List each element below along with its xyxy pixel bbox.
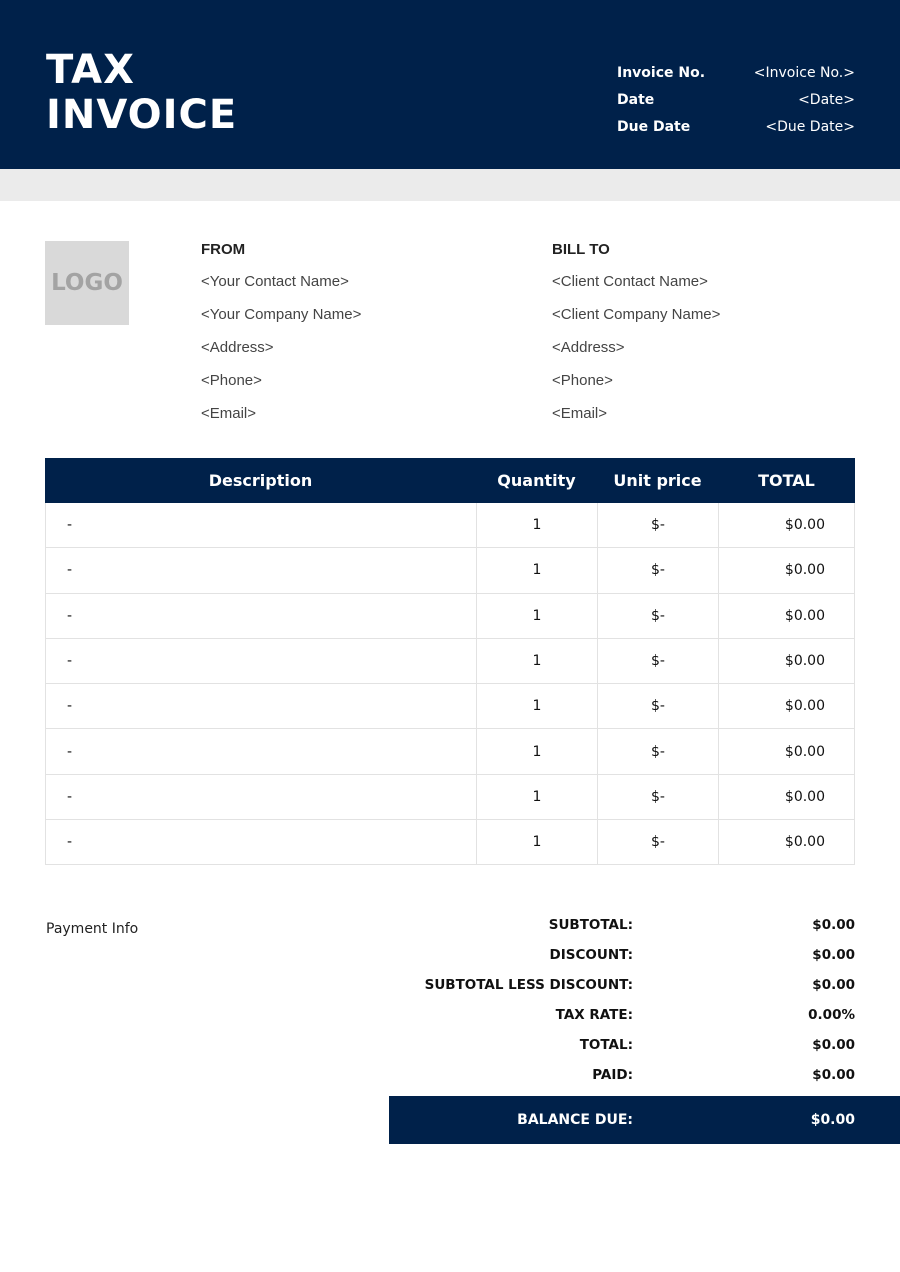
from-email[interactable]: <Email>: [201, 405, 257, 422]
description-cell[interactable]: -: [45, 594, 476, 638]
discount-label: DISCOUNT:: [549, 947, 633, 963]
description-cell[interactable]: -: [45, 775, 476, 819]
quantity-cell[interactable]: 1: [476, 775, 597, 819]
total-cell: $0.00: [718, 729, 855, 773]
tax-rate-label: TAX RATE:: [555, 1007, 633, 1023]
meta-value[interactable]: <Date>: [798, 92, 855, 108]
description-cell[interactable]: -: [45, 820, 476, 864]
subtotal-less-discount-value: $0.00: [812, 977, 855, 993]
bill-to-section: [552, 240, 882, 437]
total-cell: $0.00: [718, 684, 855, 728]
bill-to-address[interactable]: <Address>: [552, 339, 625, 356]
meta-label: Date: [617, 92, 655, 108]
from-contact-name[interactable]: <Your Contact Name>: [201, 273, 349, 290]
description-cell[interactable]: -: [45, 503, 476, 547]
subtotal-less-discount-row: [389, 970, 900, 1000]
table-row: [45, 775, 855, 820]
subtotal-row: [389, 910, 900, 940]
balance-due-value: $0.00: [810, 1112, 855, 1128]
total-cell: $0.00: [718, 503, 855, 547]
total-cell: $0.00: [718, 548, 855, 592]
discount-value[interactable]: $0.00: [812, 947, 855, 963]
meta-row-invoice-no: [617, 61, 855, 88]
quantity-cell[interactable]: 1: [476, 639, 597, 683]
meta-value[interactable]: <Invoice No.>: [753, 65, 855, 81]
unit-price-cell[interactable]: $-: [597, 548, 718, 592]
from-company-name[interactable]: <Your Company Name>: [201, 306, 362, 323]
quantity-cell[interactable]: 1: [476, 729, 597, 773]
quantity-cell[interactable]: 1: [476, 684, 597, 728]
tax-rate-value[interactable]: 0.00%: [808, 1007, 855, 1023]
total-label: TOTAL:: [579, 1037, 633, 1053]
tax-rate-row: [389, 1000, 900, 1030]
title-line-1: TAX: [46, 47, 135, 93]
paid-value[interactable]: $0.00: [812, 1067, 855, 1083]
column-header-quantity: Quantity: [497, 471, 576, 490]
column-header-description: Description: [208, 471, 313, 490]
quantity-cell[interactable]: 1: [476, 548, 597, 592]
column-header-total: TOTAL: [758, 471, 815, 490]
from-heading: FROM: [201, 241, 246, 258]
bill-to-contact-name[interactable]: <Client Contact Name>: [552, 273, 708, 290]
unit-price-cell[interactable]: $-: [597, 729, 718, 773]
invoice-title: [46, 48, 237, 138]
paid-label: PAID:: [592, 1067, 633, 1083]
total-cell: $0.00: [718, 594, 855, 638]
quantity-cell[interactable]: 1: [476, 594, 597, 638]
description-cell[interactable]: -: [45, 548, 476, 592]
totals-summary: [389, 910, 900, 1090]
table-row: [45, 594, 855, 639]
table-row: [45, 503, 855, 548]
description-cell[interactable]: -: [45, 684, 476, 728]
column-header-unit-price: Unit price: [613, 471, 702, 490]
description-cell[interactable]: -: [45, 729, 476, 773]
total-value: $0.00: [812, 1037, 855, 1053]
meta-row-date: [617, 88, 855, 115]
description-cell[interactable]: -: [45, 639, 476, 683]
unit-price-cell[interactable]: $-: [597, 684, 718, 728]
quantity-cell[interactable]: 1: [476, 820, 597, 864]
from-section: [201, 240, 531, 437]
title-line-2: INVOICE: [46, 92, 238, 138]
meta-label: Invoice No.: [617, 65, 706, 81]
bill-to-company-name[interactable]: <Client Company Name>: [552, 306, 721, 323]
table-row: [45, 729, 855, 774]
table-row: [45, 548, 855, 593]
bill-to-heading: BILL TO: [552, 241, 610, 258]
bill-to-email[interactable]: <Email>: [552, 405, 608, 422]
unit-price-cell[interactable]: $-: [597, 594, 718, 638]
total-cell: $0.00: [718, 820, 855, 864]
total-row: [389, 1030, 900, 1060]
table-header: [45, 458, 855, 503]
paid-row: [389, 1060, 900, 1090]
unit-price-cell[interactable]: $-: [597, 503, 718, 547]
line-items-table: [45, 458, 855, 865]
header-divider-band: [0, 169, 900, 201]
bill-to-phone[interactable]: <Phone>: [552, 372, 613, 389]
discount-row: [389, 940, 900, 970]
from-address[interactable]: <Address>: [201, 339, 274, 356]
quantity-cell[interactable]: 1: [476, 503, 597, 547]
table-body: [45, 503, 855, 865]
unit-price-cell[interactable]: $-: [597, 775, 718, 819]
balance-due-bar: [389, 1096, 900, 1144]
from-phone[interactable]: <Phone>: [201, 372, 262, 389]
table-row: [45, 684, 855, 729]
invoice-meta: [617, 61, 855, 142]
subtotal-value: $0.00: [812, 917, 855, 933]
payment-info-label: Payment Info: [46, 921, 139, 937]
total-cell: $0.00: [718, 775, 855, 819]
logo-placeholder[interactable]: [45, 241, 129, 325]
balance-due-label: BALANCE DUE:: [517, 1112, 633, 1128]
meta-value[interactable]: <Due Date>: [765, 119, 855, 135]
meta-label: Due Date: [617, 119, 691, 135]
table-row: [45, 639, 855, 684]
logo-text: LOGO: [51, 270, 123, 296]
unit-price-cell[interactable]: $-: [597, 639, 718, 683]
total-cell: $0.00: [718, 639, 855, 683]
subtotal-less-discount-label: SUBTOTAL LESS DISCOUNT:: [424, 977, 633, 993]
meta-row-due-date: [617, 115, 855, 142]
invoice-header: [0, 0, 900, 169]
table-row: [45, 820, 855, 865]
subtotal-label: SUBTOTAL:: [548, 917, 633, 933]
unit-price-cell[interactable]: $-: [597, 820, 718, 864]
